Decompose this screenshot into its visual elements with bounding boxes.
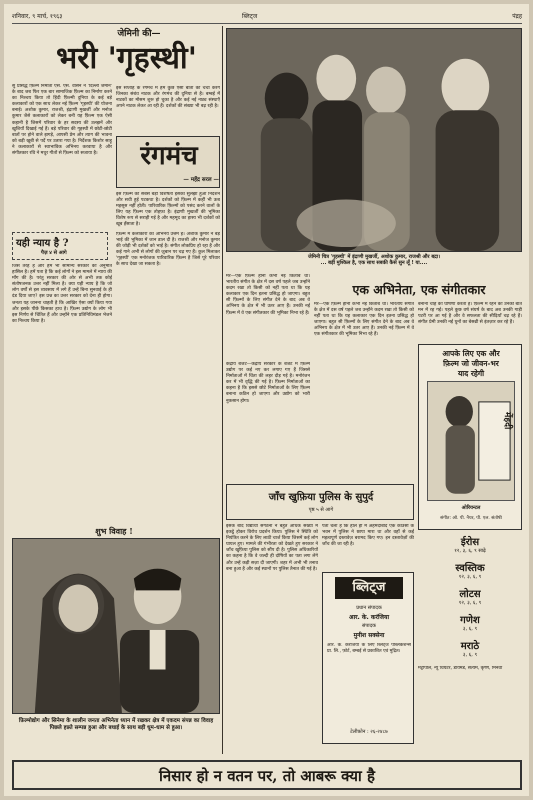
film-still-photo [226,28,522,252]
film-ad-poster [427,381,515,501]
sidebar-heading-box [12,232,108,260]
wedding-couple-illustration [13,539,219,713]
film-still-illustration [227,29,521,251]
film-ad-title-3: याद रहेगी [457,369,485,378]
blitz-phone: टेलीफ़ोन : २६-२४८७ [350,729,388,735]
blitz-logo: ब्लिट्ज [335,577,403,599]
newspaper-page [4,4,529,796]
column-byline: — महेंद्र सरल — [183,177,219,183]
police-body: इसके बाद विद्यार्थी संगठनों ने बहुत अधिक संख्या में इकट्ठे होकर विरोध प्रदर्शन किया। पुलिस ने स्थिति को नियंत्रित करने के लिए लाठी चार्ज किया जिसमें कई लोग घायल हुए। मामले की गंभीरता को देखते हुए सरकार ने जाँच खुफ़िया पुलिस को सौंप दी है। पुलिस अधिकारियों का कहना है कि वे जल्दी ही दोषियों का पता लगा लेंगे और उन्हें कड़ी सज़ा दी जाएगी। शहर में अभी भी तनाव बना हुआ है और कई स्थानों पर पुलिस तैनात की गई है। [226,524,318,572]
theatre-name: मराठे [460,641,480,652]
banner-text: निसार हो न वतन पर, तो आबरू क्या है [159,767,375,785]
blitz-line1: प्रधान संपादक [356,605,382,611]
header-date: शनिवार, ९ मार्च, १९६३ [12,13,63,20]
article2-headline: एक अभिनेता, एक संगीतकार [352,282,486,297]
sidebar-body: जिस तरह हैं और हम भी सामान्य सरकार की अनुमति हासिल है। हमें पता है कि कई लोगों ने इस मामले में न्याय की माँग की है। परंतु सरकार की ओर से अभी तक कोई संतोषजनक उत्तर नहीं मिला है। क्या यही न्याय है कि जो लोग वर्षों से इस व्यवसाय में लगे हैं उन्हें बिना सुनवाई के ही दंड दिया जाए? इस प्रश्न का उत्तर सरकार को देना ही होगा। जनता यह जानना चाहती है कि आखिर ऐसा क्यों किया गया और इसके पीछे किसका हाथ है। फ़िल्म उद्योग के लोग भी इस निर्णय से चिंतित हैं और उन्होंने एक प्रतिनिधिमंडल भेजने का निश्चय किया है। [12,264,112,324]
theatre-times: १२, ३, ६, ९ [458,574,482,580]
column-divider [222,26,223,754]
theatre-list [418,534,522,754]
film-ad-studio: ओरियन्टल [461,505,481,511]
article2-intro: मेरे—एक फ़िल्म होनी कभी नई किताब था। भारतीय संगीत के क्षेत्र में दस वर्ष पहले जब उन्होंने कदम रखा तो किसी को नहीं पता था कि यह कलाकार एक दिन इतना प्रसिद्ध हो जाएगा। बहुत सी फ़िल्मों के लिए संगीत देने के बाद अब वे अभिनय के क्षेत्र में भी उतर आए हैं। उनकी नई फ़िल्म में वे एक संगीतकार की भूमिका निभा रहे हैं। [226,274,310,316]
blitz-line3: संपादक [361,623,376,629]
police-sub: पृष्ठ ५ से आगे [308,507,334,513]
theatre-times: ३, ६, ९ [462,652,478,658]
header-paper: ब्लिट्ज [242,13,258,20]
blitz-line4: मुनीश सक्सेना [353,632,385,639]
article-kicker: जेमिनी की— [117,29,161,39]
header-page-number: पंद्रह [512,13,522,20]
film-ad-poster-illustration [428,382,514,500]
sidebar-sub: पैज़ ४ से आगे [41,250,67,256]
photo-caption: जेमिनी चित्र 'गृहस्थी' में इंद्राणी मुखर्जी, अशोक कुमार, राजश्री और बद्रा। ... बड़ी मुश्किल है, एक साथ सबकी कैसे सुन लूँ ! या.... [307,254,441,267]
column-logo: रंगमंच [140,141,198,171]
theatre-name: लोटस [459,589,481,600]
film-ad-title-1: आपके लिए एक और [442,349,500,358]
blitz-masthead-box [322,572,414,744]
film-ad-cast: संगीत: ओ. पी. नैयर, पी. एल. संतोषी [440,516,502,521]
article-body-col2: इस फ़िल्म की सबसे बड़ी विशेषता इसका सुलझा हुआ निर्देशन और सधी हुई पटकथा है। दर्शकों को फ़िल्म में कहीं भी ऊब महसूस नहीं होती। पारिवारिक फ़िल्मों को पसंद करने वालों के लिए यह फ़िल्म एक तोहफ़ा है। इंद्राणी मुखर्जी की भूमिका विशेष रूप से सराही गई है और महमूद का हास्य भी दर्शकों को खूब हँसाता है। [116,192,220,228]
wedding-caption: फ़िल्मोद्योग और सिनेमा के शालीन जनता अभिनेता ध्यान में रखकर क्षेत्र में एकदम संपन्न का विवाह पिछले हफ़्ते सम्पन्न हुआ और बधाई के साथ बड़ी धूम-धाम से हुआ। [18,718,214,731]
theatre-times: ३, ६, ९ [462,626,478,632]
column-intro: इस सप्ताह के रंगमंच में हम कुछ ऐसी बातों की चर्चा करेंगे जिनका संबंध नाटक और रंगमंच की दुनिया से है। बम्बई में नाटकों का मौसम शुरू हो चुका है और कई नई नाट्य संस्थाएँ अपने नाटक लेकर आ रही हैं। दर्शकों की संख्या भी बढ़ रही है। [116,86,220,110]
film-ad-name: मेंहदी [502,412,512,430]
sidebar-heading: यही न्याय है ? [16,238,69,249]
police-body-2: पता चला है कि हाल ही में अहमदाबाद एक काउंसी के भवन में पुलिस ने छापा मारा था और वहाँ से कई महत्वपूर्ण दस्तावेज़ बरामद किए गए। इन दस्तावेज़ों की जाँच की जा रही है। [322,524,414,548]
theatre-name: ईरोस [460,537,480,548]
film-ad-title-2: फ़िल्म जो जीवन-भर [443,359,499,368]
theatre-name: स्वस्तिक [455,563,485,574]
theatre-times: १२, ३, ६, ९ साढ़े [454,548,486,554]
page-header [12,10,522,24]
blitz-line2: आर. के. करंजिया [348,614,390,621]
theatre-name: गणेश [460,615,480,626]
article-headline: भरी 'गृहस्थी' [56,41,197,76]
article-body-col1: सु प्रसिद्ध फ़िल्म निर्माता एस. एस. वासन ने 'दिल्ली जमाने' के बाद जब फिर एक बार सामाजिक फ़िल्म का निर्माण करने का निश्चय किया तो हिंदी फ़िल्मी दुनिया के कई बड़े कलाकारों को एक साथ लेकर नई फ़िल्म 'गृहस्थी' की योजना बनाई। अशोक कुमार, राजश्री, इंद्राणी मुखर्जी और मनोज कुमार जैसे कलाकारों को लेकर बनी यह फ़िल्म एक ऐसी कहानी है जिसमें परिवार के हर सदस्य की उलझनें और खुशियाँ दिखाई गई हैं। बड़े परिवार की गृहस्थी में छोटी-छोटी बातों पर होने वाले झगड़े, आपसी प्रेम और त्याग की भावना को बड़ी खूबी से पर्दे पर उतारा गया है। निर्देशक किशोर साहू ने कलाकारों से स्वाभाविक अभिनय करवाया है और संगीतकार रवि ने मधुर गीतों से फ़िल्म को सजाया है। [12,84,112,157]
article-body-col3: फ़िल्म में कलाकारों का अभिनय उत्तम है। अशोक कुमार ने बड़े भाई की भूमिका में जान डाल दी है। राजश्री और मनोज कुमार की जोड़ी भी दर्शकों को भाई है। संगीत लोकप्रिय हो रहा है और कई गाने अभी से लोगों की ज़ुबान पर चढ़ गए हैं। कुल मिलाकर 'गृहस्थी' एक मनोरंजक पारिवारिक फ़िल्म है जिसे पूरे परिवार के साथ देखा जा सकता है। [116,232,220,268]
film-advertisement [418,344,522,530]
column-logo-box [116,136,220,188]
article2-col3: बनाना चाहे की घोषणा करता है। फ़िल्म में रहने की उनकी बात मन में रह गई। पहले कुछ वर्ष संघर्ष के बाद अब उनकी गाड़ी पटरी पर आ गई है और वे सफलता की सीढ़ियाँ चढ़ रहे हैं। संगीत प्रेमी उनकी नई धुनों का बेसब्री से इंतज़ार कर रहे हैं। [418,302,522,326]
article2-central: केंद्रीय बजट—केंद्रीय सरकार के बजट में फ़िल्म उद्योग पर कई नए कर लगाए गए हैं जिससे निर्माताओं में चिंता की लहर दौड़ गई है। मनोरंजन कर में भी वृद्धि की गई है। फ़िल्म निर्माताओं का कहना है कि इससे छोटे निर्माताओं के लिए फ़िल्म बनाना कठिन हो जाएगा और उद्योग को भारी नुकसान होगा। [226,362,310,404]
blitz-body: आर. के. करंजिया के लिए ब्लिट्ज पब्लिकेशन्स प्रा. लि., फ़ोर्ट, बम्बई से प्रकाशित एवं मुद्रित। [327,643,411,655]
wedding-heading: शुभ विवाह ! [95,526,133,536]
bottom-banner [12,760,522,790]
theatre-footer: मेट्रोपोल, न्यू थियेटर, डायमंड, सत्यम, कृष्ण, मिनर्वा [418,666,503,671]
theatre-times: १२, ३, ६, ९ [458,600,482,606]
police-heading: जाँच खुफ़िया पुलिस के सुपुर्द [268,492,374,503]
wedding-photo [12,538,220,714]
article2-body: मेरे—एक फ़िल्म होनी कभी नई किताब था। भारतीय संगीत के क्षेत्र में दस वर्ष पहले जब उन्होंने कदम रखा तो किसी को नहीं पता था कि यह कलाकार एक दिन इतना प्रसिद्ध हो जाएगा। बहुत सी फ़िल्मों के लिए संगीत देने के बाद अब वे अभिनय के क्षेत्र में भी उतर आए हैं। उनकी नई फ़िल्म में वे एक संगीतकार की भूमिका निभा रहे हैं। [314,302,414,338]
police-heading-box [226,484,414,520]
